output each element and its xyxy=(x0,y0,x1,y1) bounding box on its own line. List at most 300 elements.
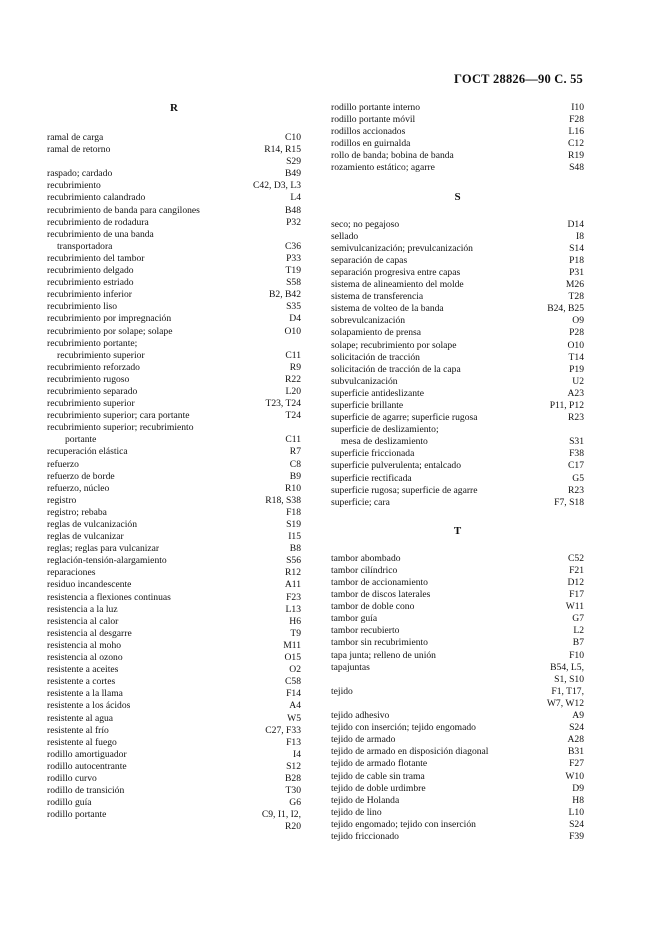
index-code: S35 xyxy=(286,301,301,313)
index-entry xyxy=(47,579,301,591)
index-entry xyxy=(47,132,301,144)
index-entry xyxy=(331,734,584,746)
index-term-line: recubrimiento de rodadura xyxy=(47,216,149,228)
index-code: F21 xyxy=(569,564,584,576)
index-code: A23 xyxy=(567,387,584,399)
index-code: S14 xyxy=(569,242,584,254)
index-term xyxy=(331,243,584,255)
index-entry xyxy=(331,126,584,138)
index-term-line: reglas; reglas para vulcanizar xyxy=(47,543,160,555)
index-term xyxy=(47,192,301,204)
index-code: I10 xyxy=(571,102,584,113)
index-term-line: sistema de volteo de la banda xyxy=(331,303,444,315)
index-term-line: portante xyxy=(65,434,97,446)
index-entry xyxy=(47,156,301,168)
index-term xyxy=(47,592,301,604)
index-code: S12 xyxy=(286,760,301,772)
index-code: B9 xyxy=(289,470,301,482)
index-entry xyxy=(331,243,584,255)
index-term xyxy=(47,785,301,797)
index-code: C10 xyxy=(285,132,301,143)
index-term xyxy=(47,446,301,458)
index-term xyxy=(47,821,301,833)
index-entry xyxy=(331,831,584,843)
index-term-line: tambor abombado xyxy=(331,552,401,564)
index-term xyxy=(331,553,584,565)
index-entry xyxy=(331,340,584,352)
index-entry xyxy=(331,327,584,339)
index-entry xyxy=(331,412,584,424)
index-entry xyxy=(47,640,301,652)
index-entry xyxy=(331,303,584,315)
index-entry xyxy=(47,604,301,616)
index-term xyxy=(47,422,301,446)
index-term-line: rodillo portante interno xyxy=(331,102,420,113)
index-entry xyxy=(47,362,301,374)
index-term xyxy=(331,674,584,686)
index-term xyxy=(331,102,584,114)
index-term-line: resistencia al desgarre xyxy=(47,627,132,639)
index-term xyxy=(47,326,301,338)
index-term-line: resistencia al moho xyxy=(47,639,122,651)
index-code: S24 xyxy=(569,818,584,830)
index-entry xyxy=(331,674,584,686)
index-code: D4 xyxy=(289,313,301,325)
index-term-line: ramal de retorno xyxy=(47,144,111,156)
index-term xyxy=(331,138,584,150)
index-entry xyxy=(331,819,584,831)
index-code: B49 xyxy=(285,168,301,180)
index-code: U2 xyxy=(572,375,584,387)
index-term-line: recubrimiento por impregnación xyxy=(47,313,172,325)
index-code: P18 xyxy=(569,254,584,266)
index-term-line: recubrimiento liso xyxy=(47,301,118,313)
index-term xyxy=(47,604,301,616)
index-entry xyxy=(331,315,584,327)
index-term-line: recubrimiento de banda para cangilones xyxy=(47,204,200,216)
index-term xyxy=(47,471,301,483)
index-entry xyxy=(331,807,584,819)
index-term-line xyxy=(47,821,261,833)
index-code: W5 xyxy=(287,712,301,724)
index-code: F27 xyxy=(569,758,584,770)
index-entry xyxy=(47,205,301,217)
index-term xyxy=(47,483,301,495)
index-term xyxy=(47,362,301,374)
index-term xyxy=(47,156,301,168)
index-term-line: recubrimiento de una banda xyxy=(47,228,154,240)
index-code: G7 xyxy=(572,613,584,625)
index-code: C52 xyxy=(568,552,584,564)
index-code: C8 xyxy=(289,458,301,470)
index-term xyxy=(331,662,584,674)
index-term-line: rollo de banda; bobina de banda xyxy=(331,150,454,162)
index-entry xyxy=(47,592,301,604)
index-term-line: tejido de Holanda xyxy=(331,794,400,806)
index-code: D9 xyxy=(572,782,584,794)
index-term-line: transportadora xyxy=(57,240,113,252)
index-code: I4 xyxy=(293,748,301,760)
index-entry xyxy=(331,364,584,376)
index-entry xyxy=(47,628,301,640)
index-term xyxy=(47,652,301,664)
index-term-line: refuerzo xyxy=(47,458,79,470)
section-letter-t: T xyxy=(453,524,462,537)
index-entry xyxy=(331,589,584,601)
index-entry xyxy=(331,601,584,613)
index-entry xyxy=(47,519,301,531)
index-code: C27, F33 xyxy=(265,724,301,736)
index-entry xyxy=(331,388,584,400)
index-entry xyxy=(331,553,584,565)
index-code: R14, R15 xyxy=(264,144,301,156)
index-code: S56 xyxy=(286,555,301,567)
index-code: F28 xyxy=(569,114,584,126)
index-term-line: solicitación de tracción xyxy=(331,351,420,363)
index-term xyxy=(331,734,584,746)
index-term-line: recubrimiento delgado xyxy=(47,265,134,277)
index-term xyxy=(47,229,301,253)
left-entries-list xyxy=(47,132,301,833)
index-entry xyxy=(47,398,301,410)
index-term xyxy=(331,255,584,267)
index-term-line: registro xyxy=(47,494,77,506)
index-term-line: subvulcanización xyxy=(331,375,398,387)
index-term-line: recubrimiento reforzado xyxy=(47,361,140,373)
index-code: S48 xyxy=(569,162,584,174)
index-term xyxy=(331,352,584,364)
index-term xyxy=(331,807,584,819)
index-term-line: tejido xyxy=(331,685,353,697)
index-term-line: recubrimiento inferior xyxy=(47,289,132,301)
index-term-line: tejido engomado; tejido con inserción xyxy=(331,818,476,830)
index-entry xyxy=(331,352,584,364)
index-term xyxy=(47,555,301,567)
index-code: R19 xyxy=(568,150,584,162)
index-code: T24 xyxy=(285,410,301,422)
left-column xyxy=(47,102,301,833)
index-term xyxy=(331,114,584,126)
index-entry xyxy=(47,495,301,507)
index-code: A28 xyxy=(567,734,584,746)
index-code: A9 xyxy=(572,710,584,722)
index-code: R22 xyxy=(285,373,301,385)
index-entry xyxy=(47,737,301,749)
index-term xyxy=(47,289,301,301)
index-term-line: recubrimiento del tambor xyxy=(47,252,145,264)
index-term xyxy=(331,637,584,649)
index-term-line xyxy=(47,156,261,168)
index-term xyxy=(331,473,584,485)
index-entry xyxy=(47,229,301,253)
index-term-line: superficie de deslizamiento; xyxy=(331,424,439,436)
index-term xyxy=(331,162,584,174)
index-code: C58 xyxy=(285,676,301,688)
index-code: T9 xyxy=(290,627,301,639)
index-term xyxy=(47,338,301,362)
index-term-line: tapa junta; relleno de unión xyxy=(331,649,436,661)
index-code: L10 xyxy=(568,806,584,818)
index-term-line: tejido de lino xyxy=(331,806,382,818)
index-code: C11 xyxy=(285,434,301,446)
index-term-line: tejido friccionado xyxy=(331,830,399,842)
index-entry xyxy=(47,192,301,204)
index-entry xyxy=(331,376,584,388)
index-entry xyxy=(47,773,301,785)
index-entry xyxy=(331,424,584,448)
index-code: W11 xyxy=(565,601,584,613)
index-entry xyxy=(47,326,301,338)
index-term-line: rodillo curvo xyxy=(47,772,97,784)
index-code: P11, P12 xyxy=(549,399,584,411)
index-entry xyxy=(47,700,301,712)
index-term-line: rodillo amortiguador xyxy=(47,748,127,760)
index-term-line: reglas de vulcanizar xyxy=(47,531,124,543)
index-term-line: recubrimiento estriado xyxy=(47,277,134,289)
index-term-line: resistente al agua xyxy=(47,712,114,724)
index-term xyxy=(331,497,584,509)
index-term xyxy=(47,144,301,156)
index-entry xyxy=(47,531,301,543)
index-term-line: rozamiento estático; agarre xyxy=(331,162,435,174)
index-code: L20 xyxy=(285,385,301,397)
index-term-line: sistema de transferencia xyxy=(331,291,424,303)
index-term-line: resistencia a la luz xyxy=(47,603,118,615)
index-term xyxy=(331,746,584,758)
index-term xyxy=(47,761,301,773)
index-code: R10 xyxy=(285,482,301,494)
index-code: L4 xyxy=(290,192,301,204)
index-entry xyxy=(331,722,584,734)
index-term-line: resistente al frío xyxy=(47,724,109,736)
index-term-line: resistente a la llama xyxy=(47,688,123,700)
index-term-line xyxy=(331,674,544,686)
index-entry xyxy=(331,291,584,303)
index-term xyxy=(331,485,584,497)
index-code: I8 xyxy=(576,230,584,242)
index-entry xyxy=(47,422,301,446)
index-term-line: tambor guía xyxy=(331,613,378,625)
index-code: L13 xyxy=(285,603,301,615)
index-entry xyxy=(47,821,301,833)
index-term xyxy=(47,676,301,688)
index-term-line: reglación-tensión-alargamiento xyxy=(47,555,167,567)
index-entry xyxy=(47,555,301,567)
index-term-line: ramal de carga xyxy=(47,132,104,143)
index-term xyxy=(331,412,584,424)
index-entry xyxy=(331,150,584,162)
index-term-line: solapamiento de prensa xyxy=(331,327,422,339)
index-code: F14 xyxy=(286,688,301,700)
index-entry xyxy=(47,725,301,737)
index-code: B8 xyxy=(289,543,301,555)
index-code: L16 xyxy=(568,126,584,138)
index-entry xyxy=(47,507,301,519)
index-entry xyxy=(47,676,301,688)
index-entry xyxy=(47,253,301,265)
index-term xyxy=(331,460,584,472)
index-code: M11 xyxy=(283,639,301,651)
index-term-line: superficie rugosa; superficie de agarre xyxy=(331,484,478,496)
index-term xyxy=(47,301,301,313)
index-entry xyxy=(47,761,301,773)
index-term-line: tambor sin recubrimiento xyxy=(331,637,428,649)
index-term xyxy=(47,628,301,640)
index-term xyxy=(331,650,584,662)
index-code: C42, D3, L3 xyxy=(253,180,301,192)
index-term-line: mesa de deslizamiento xyxy=(341,436,428,448)
index-term xyxy=(47,507,301,519)
index-code: P33 xyxy=(286,252,301,264)
index-term-line: sellado xyxy=(331,230,359,242)
index-term-line: rodillo autocentrante xyxy=(47,760,127,772)
index-code: R7 xyxy=(289,446,301,458)
index-term xyxy=(331,219,584,231)
right-column xyxy=(331,102,584,843)
index-term-line: superficie pulverulenta; entalcado xyxy=(331,460,461,472)
index-entry xyxy=(331,637,584,649)
index-entry xyxy=(331,219,584,231)
index-term-line: tejido de armado xyxy=(331,734,396,746)
index-term xyxy=(47,168,301,180)
index-term xyxy=(331,710,584,722)
r-continued-list xyxy=(331,102,584,175)
index-code: B24, B25 xyxy=(547,303,584,315)
index-term-line: tejido de doble urdimbre xyxy=(331,782,426,794)
index-term xyxy=(331,565,584,577)
index-entry xyxy=(47,459,301,471)
index-term-line: resistente a cortes xyxy=(47,676,116,688)
index-term xyxy=(47,640,301,652)
index-code: O2 xyxy=(289,664,301,676)
index-term-line: recuperación elástica xyxy=(47,446,128,458)
index-term xyxy=(331,231,584,243)
index-term xyxy=(47,664,301,676)
index-term xyxy=(47,253,301,265)
index-term xyxy=(331,625,584,637)
index-code: B48 xyxy=(285,204,301,216)
index-entry xyxy=(47,301,301,313)
index-entry xyxy=(331,267,584,279)
index-term xyxy=(47,616,301,628)
index-code: H8 xyxy=(572,794,584,806)
index-term-line: superficie brillante xyxy=(331,399,404,411)
index-code: P19 xyxy=(569,363,584,375)
index-entry xyxy=(47,410,301,422)
index-term xyxy=(331,758,584,770)
index-term xyxy=(331,315,584,327)
index-term xyxy=(331,831,584,843)
index-code: F18 xyxy=(286,506,301,518)
index-code: B7 xyxy=(572,637,584,649)
index-entry xyxy=(47,338,301,362)
index-term xyxy=(47,725,301,737)
index-entry xyxy=(331,448,584,460)
index-term xyxy=(47,459,301,471)
index-term xyxy=(331,424,584,448)
index-entry xyxy=(331,255,584,267)
index-term-line: recubrimiento por solape; solape xyxy=(47,325,173,337)
index-term-line: refuerzo, núcleo xyxy=(47,482,110,494)
index-code: S58 xyxy=(286,277,301,289)
index-term-line: rodillos accionados xyxy=(331,126,406,138)
index-code: R12 xyxy=(285,567,301,579)
index-code: F23 xyxy=(286,591,301,603)
index-term xyxy=(47,773,301,785)
index-entry xyxy=(47,543,301,555)
index-code: I15 xyxy=(288,531,301,543)
index-term xyxy=(47,543,301,555)
index-term-line: tejido de armado en disposición diagonal xyxy=(331,746,489,758)
index-term xyxy=(47,495,301,507)
index-term xyxy=(47,277,301,289)
index-term-line: registro; rebaba xyxy=(47,506,107,518)
index-term-line: separación de capas xyxy=(331,254,408,266)
index-term xyxy=(47,217,301,229)
index-code: G6 xyxy=(289,797,301,809)
index-entry xyxy=(47,749,301,761)
index-entry xyxy=(331,746,584,758)
index-term xyxy=(331,601,584,613)
index-code: P31 xyxy=(569,266,584,278)
index-entry xyxy=(331,102,584,114)
index-term xyxy=(331,722,584,734)
index-code: S31 xyxy=(569,436,584,448)
index-term xyxy=(331,279,584,291)
index-entry xyxy=(331,795,584,807)
index-entry xyxy=(47,289,301,301)
index-code: W10 xyxy=(565,770,584,782)
index-term-line xyxy=(331,698,544,710)
index-code: R23 xyxy=(568,484,584,496)
index-term-line: superficie de agarre; superficie rugosa xyxy=(331,412,478,424)
index-term xyxy=(47,374,301,386)
index-code: H6 xyxy=(289,615,301,627)
index-term-line: tejido de cable sin trama xyxy=(331,770,425,782)
index-code: G5 xyxy=(572,472,584,484)
index-term xyxy=(331,613,584,625)
index-code: S29 xyxy=(286,156,301,168)
index-term-line: recubrimiento superior xyxy=(57,349,145,361)
index-code: B31 xyxy=(568,746,584,758)
index-term xyxy=(47,410,301,422)
index-entry xyxy=(47,313,301,325)
index-term xyxy=(331,303,584,315)
index-entry xyxy=(331,577,584,589)
index-code: O9 xyxy=(572,315,584,327)
index-code: R18, S38 xyxy=(265,494,301,506)
index-term-line: tambor recubierto xyxy=(331,625,400,637)
index-code: O15 xyxy=(284,652,301,664)
index-term-line: superficie friccionada xyxy=(331,448,415,460)
index-term xyxy=(331,686,584,698)
index-term xyxy=(47,519,301,531)
index-code: T30 xyxy=(285,785,301,797)
index-code: A11 xyxy=(284,579,301,591)
index-entry xyxy=(47,471,301,483)
index-term-line: solicitación de tracción de la capa xyxy=(331,363,461,375)
index-term-line: refuerzo de borde xyxy=(47,470,115,482)
index-code: A4 xyxy=(289,700,301,712)
index-term-line: solape; recubrimiento por solape xyxy=(331,339,457,351)
index-entry xyxy=(331,231,584,243)
index-entry xyxy=(331,114,584,126)
index-term-line: resistencia a flexiones continuas xyxy=(47,591,171,603)
index-term-line: superficie antideslizante xyxy=(331,387,424,399)
index-term-line: superficie rectificada xyxy=(331,472,412,484)
index-term-line: resistente al fuego xyxy=(47,736,117,748)
index-entry xyxy=(331,758,584,770)
